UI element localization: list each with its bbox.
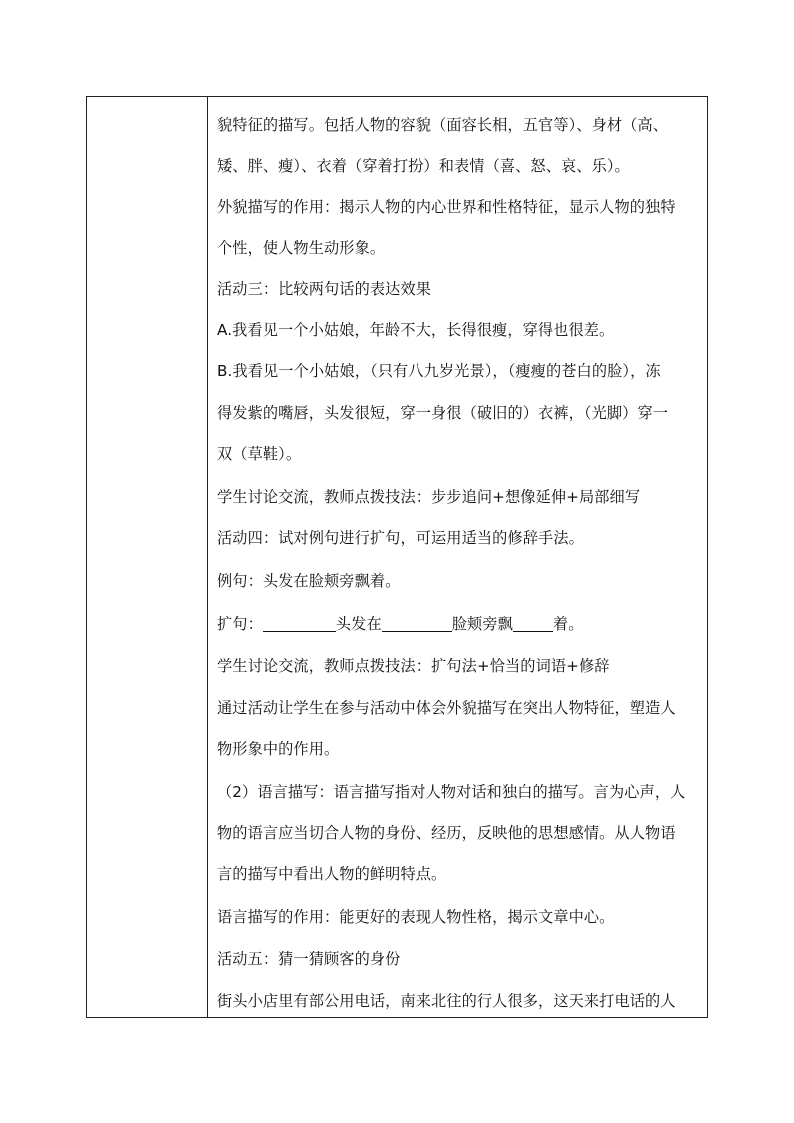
lesson-table — [86, 96, 708, 1018]
text-line: B.我看见一个小姑娘，（只有八九岁光景），（瘦瘦的苍白的脸），冻 — [217, 362, 661, 380]
fill-in-line — [217, 604, 701, 645]
example-sentence: 例句：头发在脸颊旁飘着。 — [217, 572, 401, 590]
text-line: 得发紫的嘴唇，头发很短，穿一身很（破旧的）衣裤，（光脚）穿一 — [217, 404, 669, 422]
text-line: 貌特征的描写。包括人物的容貌（面容长相，五官等）、身材（高、 — [217, 116, 669, 134]
text-line: 学生讨论交流，教师点拨技法：扩句法+恰当的词语+修辞 — [217, 657, 610, 675]
fill-in-part2: 脸颊旁飘 — [451, 615, 513, 633]
activity-heading: 活动五：猜一猜顾客的身份 — [217, 950, 401, 968]
text-line: 学生讨论交流，教师点拨技法：步步追问+想像延伸+局部细写 — [217, 488, 641, 506]
text-line: 外貌描写的作用：揭示人物的内心世界和性格特征，显示人物的独特 — [217, 198, 676, 216]
text-line: 物的语言应当切合人物的身份、经历，反映他的思想感情。从人物语 — [217, 824, 676, 842]
text-line: 通过活动让学生在参与活动中体会外貌描写在突出人物特征，塑造人 — [217, 699, 676, 717]
text-line: 物形象中的作用。 — [217, 740, 340, 758]
text-line: 语言描写的作用：能更好的表现人物性格，揭示文章中心。 — [217, 908, 615, 926]
text-line: 言的描写中看出人物的鲜明特点。 — [217, 865, 447, 883]
text-line: 矮、胖、瘦）、衣着（穿着打扮）和表情（喜、怒、哀、乐）。 — [217, 157, 630, 175]
fill-in-prefix: 扩句： — [217, 615, 263, 633]
fill-blank-1[interactable] — [263, 615, 336, 632]
left-column-cell — [87, 97, 208, 1017]
text-line: 街头小店里有部公用电话，南来北往的行人很多，这天来打电话的人 — [217, 992, 676, 1010]
text-line: A.我看见一个小姑娘，年龄不大，长得很瘦，穿得也很差。 — [217, 321, 615, 339]
activity-heading: 活动四：试对例句进行扩句，可运用适当的修辞手法。 — [217, 529, 584, 547]
text-line: 双（草鞋）。 — [217, 445, 302, 463]
activity-heading: 活动三：比较两句话的表达效果 — [217, 280, 432, 298]
fill-blank-2[interactable] — [382, 615, 452, 632]
text-line: （2）语言描写：语言描写指对人物对话和独白的描写。言为心声，人 — [217, 783, 686, 801]
content-cell — [208, 97, 707, 1017]
fill-in-part3: 着。 — [552, 615, 584, 633]
text-line: 个性，使人物生动形象。 — [217, 239, 386, 257]
fill-in-part1: 头发在 — [335, 615, 382, 633]
fill-blank-3[interactable] — [513, 615, 553, 632]
